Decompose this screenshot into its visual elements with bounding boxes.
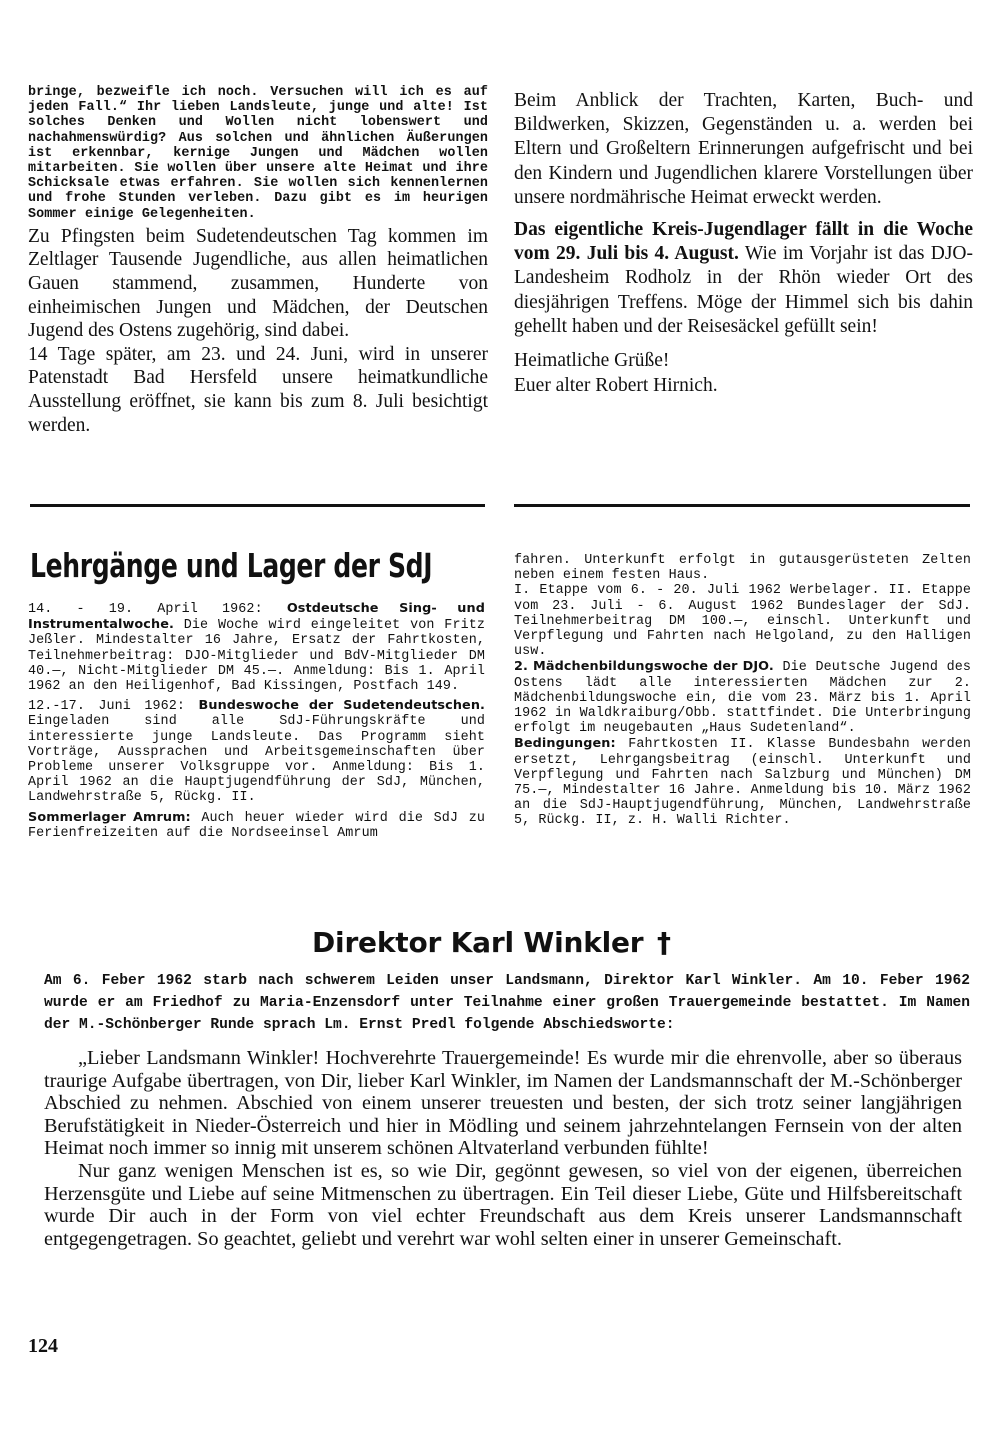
sdj-item-3-title: Sommerlager Amrum: bbox=[28, 809, 191, 825]
sdj-item-1-title: Ostdeutsche Sing- und Instrumentalwoche. bbox=[28, 601, 485, 633]
sdj-bedingungen bbox=[514, 736, 971, 828]
camp-dates-bold: Das eigentliche Kreis-Jugendlager fällt in die Woche vom 29. Juli bis 4. August. bbox=[514, 219, 973, 265]
sdj-item-1-date: 14. - 19. April 1962: bbox=[28, 602, 287, 617]
top-left-paragraph-2: 14 Tage später, am 23. und 24. Juni, wird in unserer Patenstadt Bad Hersfeld unsere heimatkundliche Ausstellung eröffnet, sie kann bis zum 8. Juli besichtigt werden. bbox=[28, 343, 488, 436]
top-left-small-paragraph: bringe, bezweifle ich noch. Versuchen will ich es auf jeden Fall.“ Ihr lieben Landsleute, junge und alte! Ist solches Denken und Wollen nicht lobenswert und nachahmenswürdig? Aus solchen und ähnlichen Äußerungen ist erkennbar, kernige Jungen und Mädchen wollen mitarbeiten. Sie wollen über unsere alte Heimat und ihre Schicksale etwas erfahren. Sie wollen sich kennenlernen und frohe Stunden verleben. Dazu gibt es im heurigen Sommer einige Gelegenheiten. bbox=[28, 85, 488, 222]
section-divider-right bbox=[514, 504, 970, 507]
section-divider-left bbox=[30, 504, 485, 507]
top-right-paragraph-2 bbox=[514, 218, 973, 339]
sdj-right-column bbox=[514, 553, 971, 829]
page-number: 124 bbox=[28, 1335, 58, 1357]
top-right-column bbox=[514, 89, 973, 398]
obituary-intro: Am 6. Feber 1962 starb nach schwerem Leiden unser Landsmann, Direktor Karl Winkler. Am 10. Feber 1962 wurde er am Friedhof zu Maria-Enzensdorf unter Teilnahme einer großen Trauergemeinde bestattet. Im Namen der M.-Schönberger Runde sprach Lm. Ernst Predl folgende Abschiedsworte: bbox=[44, 973, 970, 1033]
sdj-heading: Lehrgänge und Lager der SdJ bbox=[30, 546, 433, 585]
obituary-quote bbox=[44, 1047, 962, 1250]
sdj-item-2-title: Bundeswoche der Sudetendeutschen. bbox=[198, 698, 485, 714]
obituary-heading bbox=[312, 926, 671, 959]
signature: Euer alter Robert Hirnich. bbox=[514, 375, 718, 397]
camp-details: Wie im Vorjahr ist das DJO-Landesheim Rodholz in der Rhön wieder Ort des diesjährigen Treffens. Möge der Himmel sich bis dahin gehellt haben und der Reisesäckel gefüllt sein! bbox=[514, 243, 974, 337]
sdj-maedchenwoche bbox=[514, 659, 971, 736]
sdj-maedchenwoche-text: Die Deutsche Jugend des Ostens lädt alle interessierten Mädchen zur 2. Mädchenbildungswoche ein, die vom 23. März bis 1. April 1962 in Waldkraiburg/Obb. stattfindet. Die Unterbringung erfolgt im neugebauten „Haus Sudetenland“. bbox=[514, 660, 971, 737]
greeting: Heimatliche Grüße! bbox=[514, 350, 670, 372]
sdj-left-column bbox=[28, 601, 485, 841]
sdj-item-sing-woche bbox=[28, 601, 485, 694]
sdj-item-1-text: Die Woche wird eingeleitet von Fritz Jeßler. Mindestalter 16 Jahre, Ersatz der Fahrtkosten, Teilnehmerbeitrag: DJO-Mitglieder und BdV-Mitglieder DM 40.—, Nicht-Mitglieder DM 45.—. Anmeldung: Bis 1. April 1962 an den Heiligenhof, Bad Kissingen, Postfach 149. bbox=[28, 618, 485, 695]
top-right-paragraph-1: Beim Anblick der Trachten, Karten, Buch- und Bildwerken, Skizzen, Gegenständen u. a. werden bei Eltern und Großeltern Erinnerungen aufgefrischt und bei den Kindern und Jugendlichen klarere Vorstellungen über unsere nordmährische Heimat erweckt werden. bbox=[514, 90, 973, 208]
cross-icon: † bbox=[656, 926, 671, 959]
sdj-item-2-text: Eingeladen sind alle SdJ-Führungskräfte und interessierte junge Landsleute. Das Programm sieht Vorträge, Aussprachen und Arbeitsgemeinschaften über Probleme unserer Volksgruppe vor. Anmeldung: Bis 1. April 1962 an die Hauptjugendführung der SdJ, München, Landwehrstraße 5, Rückg. II. bbox=[28, 714, 485, 806]
sdj-item-bundeswoche bbox=[28, 698, 485, 805]
sdj-item-2-date: 12.-17. Juni 1962: bbox=[28, 699, 199, 715]
sdj-bedingungen-title: Bedingungen: bbox=[514, 736, 616, 752]
sdj-maedchenwoche-title: 2. Mädchenbildungswoche der DJO. bbox=[514, 659, 774, 675]
quote-paragraph-1: „Lieber Landsmann Winkler! Hochverehrte Trauergemeinde! Es wurde mir die ehrenvolle, aber so überaus traurige Aufgabe übertragen, von Dir, lieber Karl Winkler, im Namen der Landsmannschaft der M.-Schönberger Abschied zu nehmen. Abschied von einem unserer treuesten und besten, der sich trotz seiner langjährigen Berufstätigkeit in Nieder-Österreich und hier in Mödling und seinem jahrzehntelangen Fernsein von der alten Heimat noch immer so innig mit unserem schönen Altvaterland verbunden fühlte! bbox=[44, 1047, 962, 1160]
top-left-paragraph-1: Zu Pfingsten beim Sudetendeutschen Tag kommen im Zeltlager Tausende Jugendliche, aus allen heimatlichen Gauen stammend, zusammen, Hunderte von einheimischen Jungen und Mädchen, der Deutschen Jugend des Ostens zugehörig, sind dabei. bbox=[28, 225, 488, 342]
obituary-heading-text: Direktor Karl Winkler bbox=[312, 926, 644, 959]
top-left-column bbox=[28, 85, 488, 437]
quote-paragraph-2: Nur ganz wenigen Menschen ist es, so wie Dir, gegönnt gewesen, so viel von der eigenen, überreichen Herzensgüte und Liebe auf seine Mitmenschen zu übertragen. Ein Teil dieser Liebe, Güte und Hilfsbereitschaft wurde Dir auch in der Form von viel echter Freundschaft aus dem Kreis unserer Landsmannschaft entgegengetragen. So geachtet, geliebt und verehrt war wohl selten einer in unserer Gemeinschaft. bbox=[44, 1159, 962, 1250]
sdj-amrum-etappen: I. Etappe vom 6. - 20. Juli 1962 Werbelager. II. Etappe vom 23. Juli - 6. August 1962 Bundeslager der SdJ. Teilnehmerbeitrag DM 100.—, einschl. Unterkunft und Verpflegung und Fahrten nach Helgoland, zu den Halligen usw. bbox=[514, 583, 971, 660]
sdj-amrum-continued: fahren. Unterkunft erfolgt in gutausgerüsteten Zelten neben einem festen Haus. bbox=[514, 553, 971, 584]
sdj-item-amrum bbox=[28, 810, 485, 841]
sdj-bedingungen-text: Fahrtkosten II. Klasse Bundesbahn werden ersetzt, Lehrgangsbeitrag (einschl. Unterkunft und Verpflegung und Fahrten nach Salzburg und München) DM 75.—, Mindestalter 16 Jahre. Anmeldung bis 10. März 1962 an die SdJ-Hauptjugendführung, München, Landwehrstraße 5, Rückg. II, z. H. Walli Richter. bbox=[514, 737, 971, 829]
sdj-item-3-text: Auch heuer wieder wird die SdJ zu Ferienfreizeiten auf die Nordseeinsel Amrum bbox=[28, 810, 485, 841]
